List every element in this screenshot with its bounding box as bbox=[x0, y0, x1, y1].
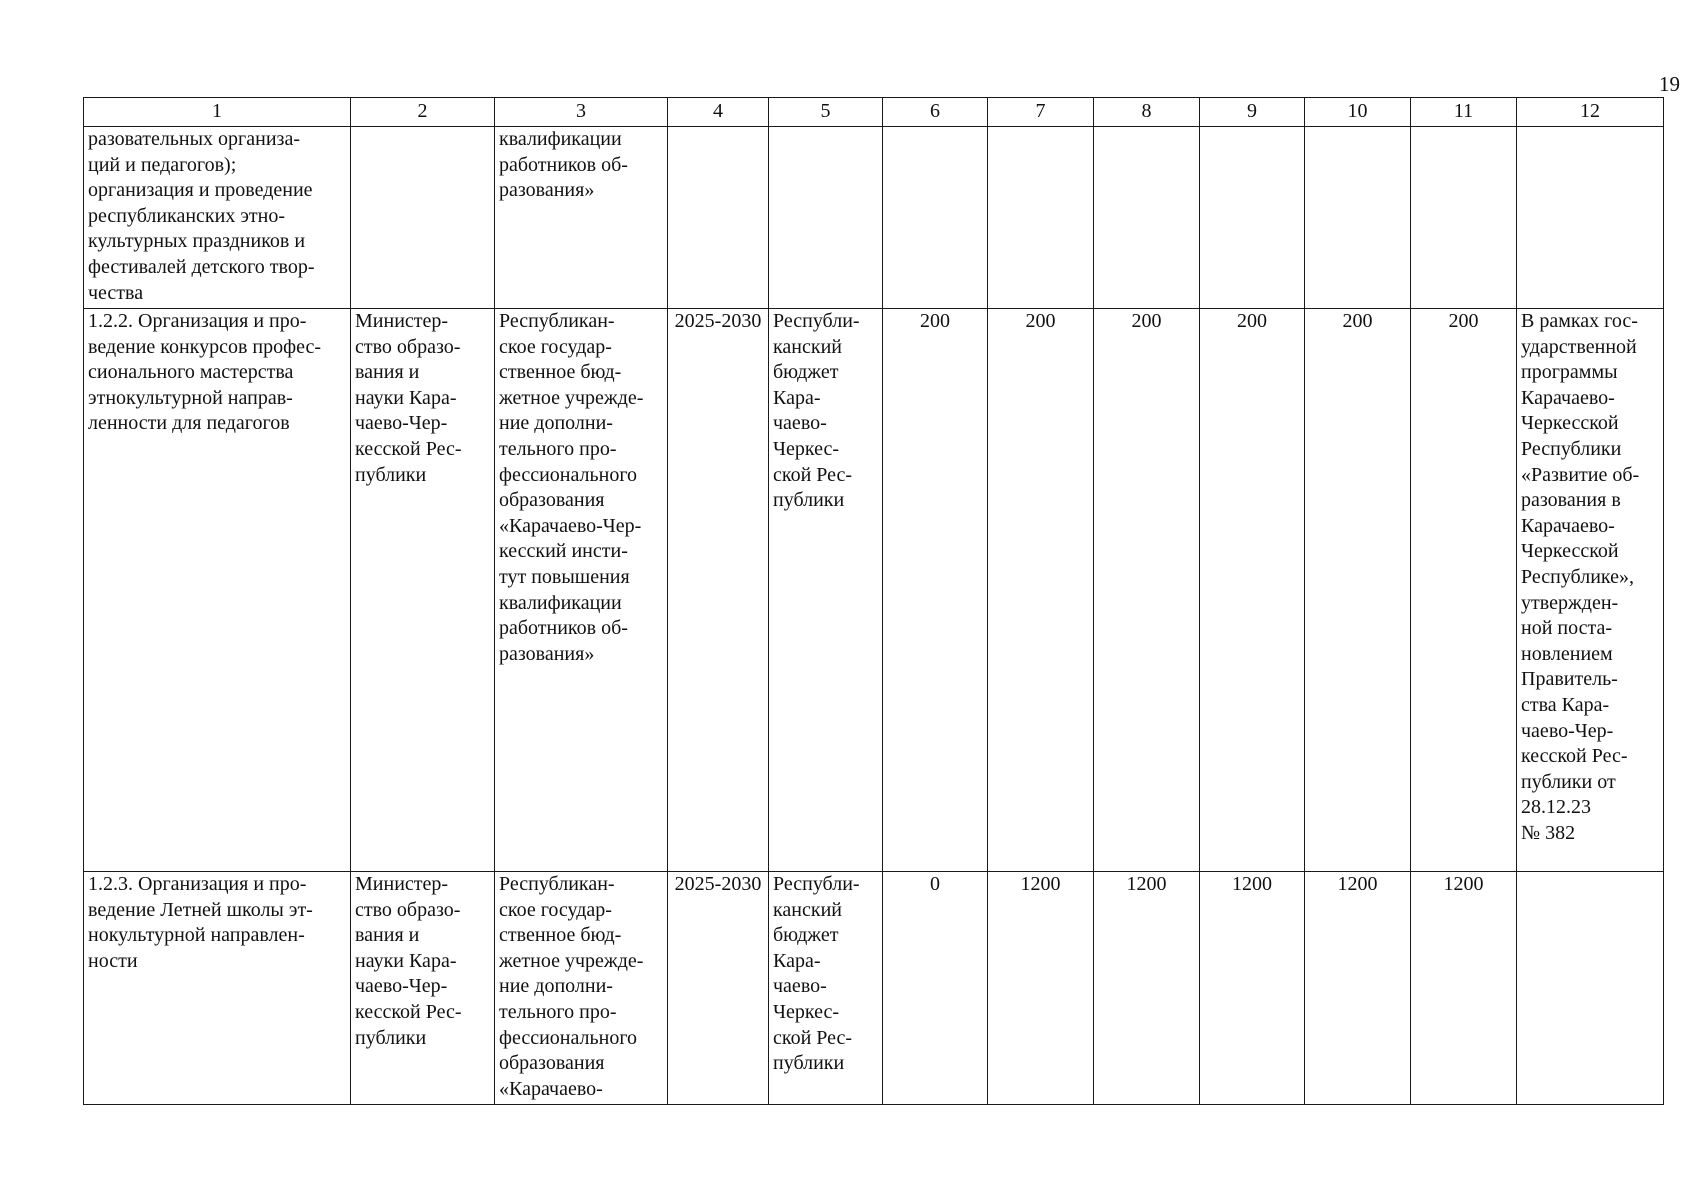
column-number: 12 bbox=[1517, 98, 1664, 127]
funding-source-cell bbox=[769, 127, 883, 309]
amount-cell: 1200 bbox=[988, 872, 1094, 1105]
executor-cell: Республикан- ское государ- ственное бюд- жетное учрежде- ние дополни- тельного про- фессионального образования «Карачаево-Чер- кесский инсти- тут повышения квалификации работников об- разования» bbox=[495, 309, 668, 872]
column-number: 1 bbox=[84, 98, 351, 127]
column-number: 4 bbox=[668, 98, 769, 127]
amount-cell: 200 bbox=[988, 309, 1094, 872]
amount-cell: 200 bbox=[1094, 309, 1200, 872]
amount-cell bbox=[1200, 127, 1305, 309]
table-row bbox=[84, 872, 1664, 1105]
amount-cell bbox=[1411, 127, 1517, 309]
amount-cell: 200 bbox=[1305, 309, 1411, 872]
amount-cell: 200 bbox=[1411, 309, 1517, 872]
executor-cell: Республикан- ское государ- ственное бюд- жетное учрежде- ние дополни- тельного про- фессионального образования «Карачаево- bbox=[495, 872, 668, 1105]
column-number: 8 bbox=[1094, 98, 1200, 127]
note-cell: В рамках гос- ударственной программы Карачаево- Черкесской Республики «Развитие об- разования в Карачаево- Черкесской Республике», утвержден- ной поста- новлением Правитель- ства Кара- чаево-Чер- кесской Рес- публики от 28.12.23 № 382 bbox=[1517, 309, 1664, 872]
column-number-row bbox=[84, 98, 1664, 127]
activity-cell: 1.2.3. Организация и про- ведение Летней школы эт- нокультурной направлен- ности bbox=[84, 872, 351, 1105]
page-number: 19 bbox=[1659, 72, 1680, 96]
activity-cell: 1.2.2. Организация и про- ведение конкурсов профес- сионального мастерства этнокультурной направ- ленности для педагогов bbox=[84, 309, 351, 872]
responsible-cell bbox=[351, 127, 495, 309]
amount-cell: 200 bbox=[883, 309, 988, 872]
table-row bbox=[84, 309, 1664, 872]
responsible-cell: Министер- ство образо- вания и науки Кара- чаево-Чер- кесской Рес- публики bbox=[351, 872, 495, 1105]
amount-cell: 1200 bbox=[1411, 872, 1517, 1105]
column-number: 6 bbox=[883, 98, 988, 127]
amount-cell: 0 bbox=[883, 872, 988, 1105]
funding-source-cell: Республи- канский бюджет Кара- чаево- Черкес- ской Рес- публики bbox=[769, 309, 883, 872]
program-activities-table bbox=[83, 97, 1664, 1105]
note-cell bbox=[1517, 872, 1664, 1105]
funding-source-cell: Республи- канский бюджет Кара- чаево- Черкес- ской Рес- публики bbox=[769, 872, 883, 1105]
period-cell: 2025-2030 bbox=[668, 309, 769, 872]
column-number: 2 bbox=[351, 98, 495, 127]
column-number: 10 bbox=[1305, 98, 1411, 127]
column-number: 9 bbox=[1200, 98, 1305, 127]
column-number: 11 bbox=[1411, 98, 1517, 127]
amount-cell bbox=[988, 127, 1094, 309]
amount-cell bbox=[1305, 127, 1411, 309]
column-number: 7 bbox=[988, 98, 1094, 127]
amount-cell bbox=[1094, 127, 1200, 309]
amount-cell: 200 bbox=[1200, 309, 1305, 872]
note-cell bbox=[1517, 127, 1664, 309]
period-cell bbox=[668, 127, 769, 309]
activity-cell: разовательных организа- ций и педагогов); организация и проведение республиканских этно- культурных праздников и фестивалей детского твор- чества bbox=[84, 127, 351, 309]
column-number: 5 bbox=[769, 98, 883, 127]
responsible-cell: Министер- ство образо- вания и науки Кара- чаево-Чер- кесской Рес- публики bbox=[351, 309, 495, 872]
column-number: 3 bbox=[495, 98, 668, 127]
table-row bbox=[84, 127, 1664, 309]
executor-cell: квалификации работников об- разования» bbox=[495, 127, 668, 309]
period-cell: 2025-2030 bbox=[668, 872, 769, 1105]
amount-cell: 1200 bbox=[1200, 872, 1305, 1105]
amount-cell bbox=[883, 127, 988, 309]
amount-cell: 1200 bbox=[1305, 872, 1411, 1105]
amount-cell: 1200 bbox=[1094, 872, 1200, 1105]
